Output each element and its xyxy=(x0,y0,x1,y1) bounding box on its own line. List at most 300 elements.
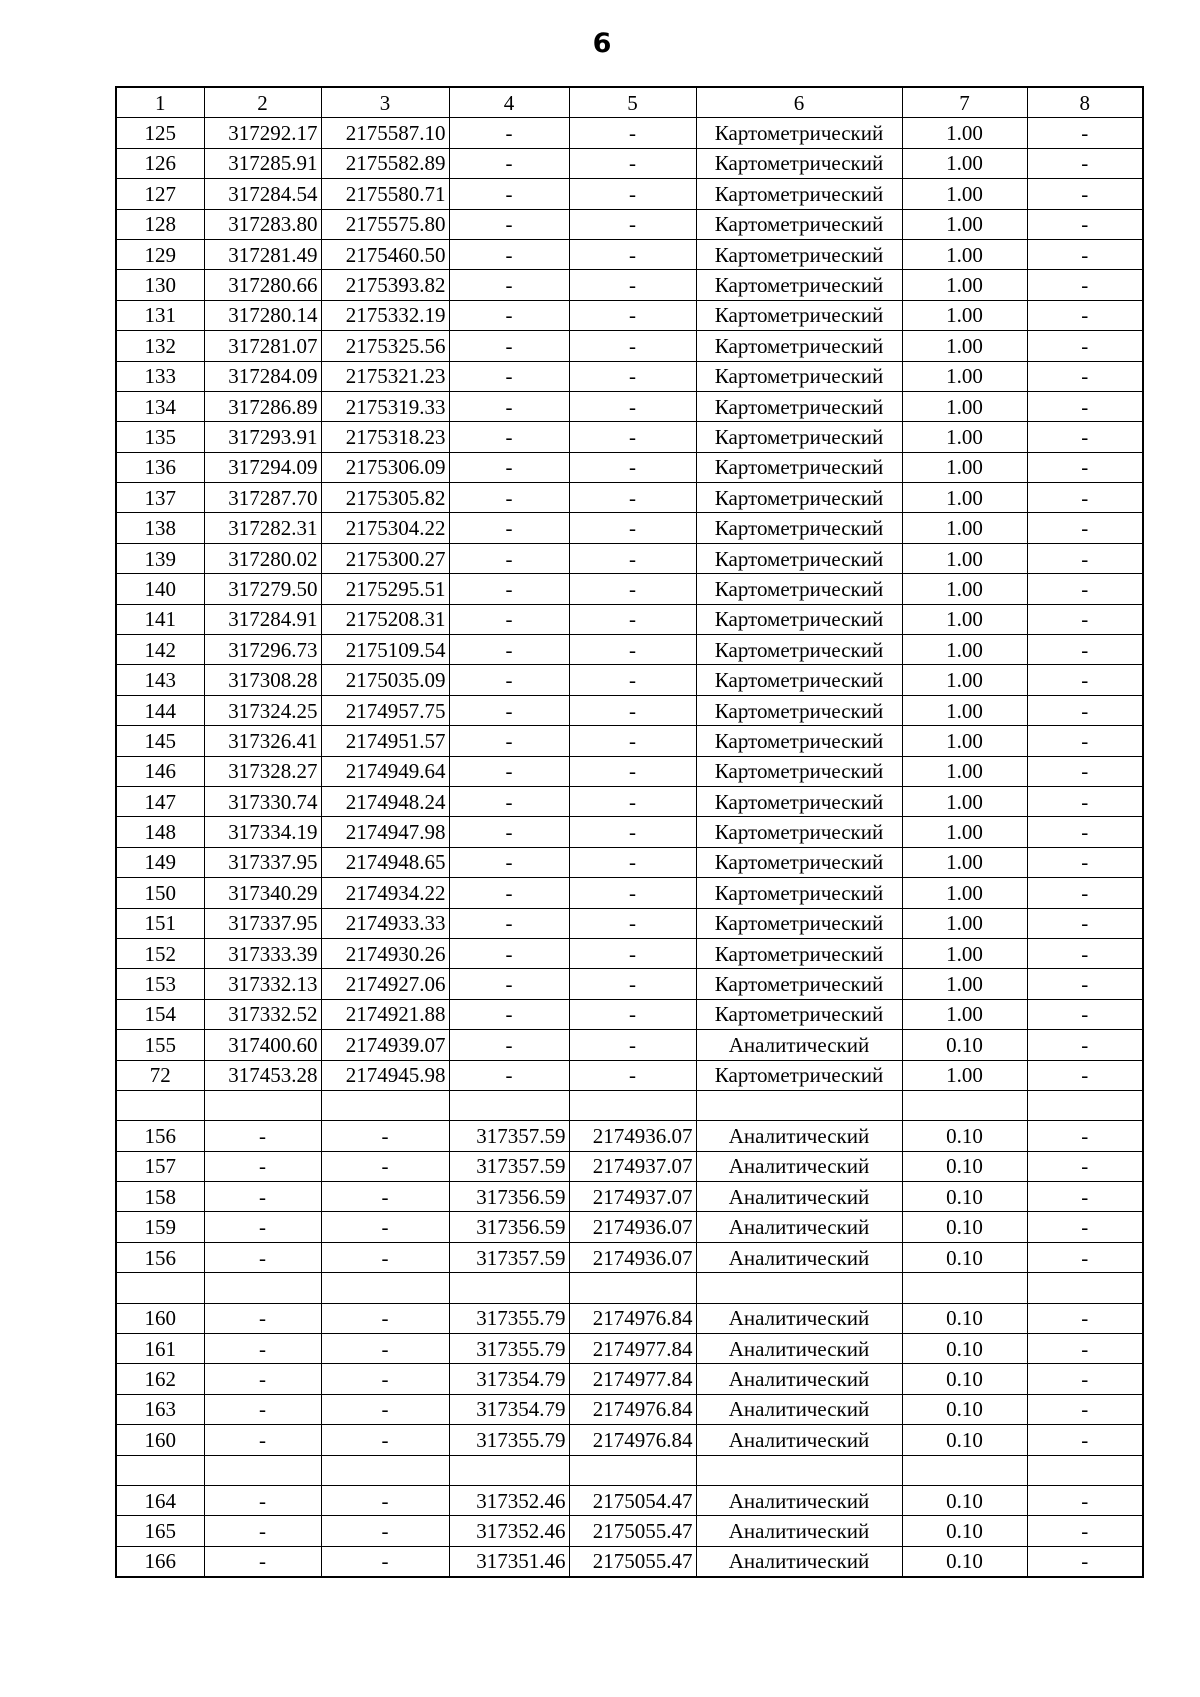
method-cell: Картометрический xyxy=(696,148,902,178)
point-number-cell: 133 xyxy=(116,361,204,391)
point-number-cell: 136 xyxy=(116,452,204,482)
x-coordinate-new-cell: 317356.59 xyxy=(449,1212,569,1242)
x-coordinate-cell: 317330.74 xyxy=(204,786,321,816)
y-coordinate-cell: 2174951.57 xyxy=(321,726,449,756)
y-coordinate-new-cell: 2174977.84 xyxy=(569,1334,696,1364)
x-coordinate-cell: 317284.91 xyxy=(204,604,321,634)
point-number-cell: 161 xyxy=(116,1334,204,1364)
y-coordinate-new-cell: - xyxy=(569,574,696,604)
method-cell: Картометрический xyxy=(696,361,902,391)
y-coordinate-new-cell: - xyxy=(569,361,696,391)
note-cell: - xyxy=(1027,239,1143,269)
point-number-cell: 152 xyxy=(116,938,204,968)
table-row xyxy=(116,300,1143,330)
y-coordinate-cell: - xyxy=(321,1546,449,1577)
table-row xyxy=(116,1303,1143,1333)
x-coordinate-new-cell: 317355.79 xyxy=(449,1334,569,1364)
method-cell: Аналитический xyxy=(696,1364,902,1394)
point-number-cell: 164 xyxy=(116,1485,204,1515)
x-coordinate-new-cell: - xyxy=(449,969,569,999)
table-row xyxy=(116,361,1143,391)
note-cell: - xyxy=(1027,422,1143,452)
column-header-2: 2 xyxy=(204,87,321,118)
y-coordinate-new-cell: - xyxy=(569,1060,696,1090)
column-header-1: 1 xyxy=(116,87,204,118)
column-header-8: 8 xyxy=(1027,87,1143,118)
y-coordinate-cell: 2175587.10 xyxy=(321,118,449,148)
y-coordinate-cell: 2175295.51 xyxy=(321,574,449,604)
accuracy-cell: 1.00 xyxy=(902,148,1027,178)
table-row xyxy=(116,1516,1143,1546)
note-cell: - xyxy=(1027,270,1143,300)
note-cell: - xyxy=(1027,847,1143,877)
x-coordinate-cell: - xyxy=(204,1516,321,1546)
column-header-4: 4 xyxy=(449,87,569,118)
x-coordinate-new-cell: - xyxy=(449,209,569,239)
note-cell: - xyxy=(1027,665,1143,695)
note-cell: - xyxy=(1027,1394,1143,1424)
empty-cell xyxy=(696,1455,902,1485)
note-cell: - xyxy=(1027,786,1143,816)
empty-cell xyxy=(569,1455,696,1485)
x-coordinate-cell: - xyxy=(204,1334,321,1364)
note-cell: - xyxy=(1027,908,1143,938)
y-coordinate-new-cell: - xyxy=(569,786,696,816)
x-coordinate-cell: 317283.80 xyxy=(204,209,321,239)
method-cell: Картометрический xyxy=(696,331,902,361)
y-coordinate-new-cell: - xyxy=(569,1030,696,1060)
x-coordinate-cell: 317292.17 xyxy=(204,118,321,148)
x-coordinate-cell: 317284.54 xyxy=(204,179,321,209)
note-cell: - xyxy=(1027,391,1143,421)
note-cell: - xyxy=(1027,878,1143,908)
point-number-cell: 131 xyxy=(116,300,204,330)
table-row xyxy=(116,513,1143,543)
y-coordinate-new-cell: - xyxy=(569,452,696,482)
note-cell: - xyxy=(1027,543,1143,573)
y-coordinate-new-cell: - xyxy=(569,118,696,148)
table-row xyxy=(116,1394,1143,1424)
x-coordinate-cell: 317281.07 xyxy=(204,331,321,361)
point-number-cell: 127 xyxy=(116,179,204,209)
x-coordinate-new-cell: 317355.79 xyxy=(449,1303,569,1333)
point-number-cell: 147 xyxy=(116,786,204,816)
x-coordinate-new-cell: - xyxy=(449,118,569,148)
method-cell: Картометрический xyxy=(696,847,902,877)
table-row xyxy=(116,1334,1143,1364)
y-coordinate-cell: 2175582.89 xyxy=(321,148,449,178)
x-coordinate-new-cell: - xyxy=(449,938,569,968)
point-number-cell: 144 xyxy=(116,695,204,725)
x-coordinate-new-cell: 317357.59 xyxy=(449,1151,569,1181)
method-cell: Картометрический xyxy=(696,726,902,756)
x-coordinate-cell: 317332.13 xyxy=(204,969,321,999)
x-coordinate-new-cell: - xyxy=(449,635,569,665)
point-number-cell: 153 xyxy=(116,969,204,999)
method-cell: Аналитический xyxy=(696,1182,902,1212)
x-coordinate-cell: 317293.91 xyxy=(204,422,321,452)
x-coordinate-new-cell: 317352.46 xyxy=(449,1516,569,1546)
note-cell: - xyxy=(1027,756,1143,786)
x-coordinate-new-cell: - xyxy=(449,391,569,421)
x-coordinate-cell: 317337.95 xyxy=(204,847,321,877)
x-coordinate-cell: - xyxy=(204,1121,321,1151)
note-cell: - xyxy=(1027,1425,1143,1455)
x-coordinate-cell: - xyxy=(204,1394,321,1424)
x-coordinate-new-cell: - xyxy=(449,483,569,513)
note-cell: - xyxy=(1027,1030,1143,1060)
point-number-cell: 163 xyxy=(116,1394,204,1424)
point-number-cell: 130 xyxy=(116,270,204,300)
x-coordinate-cell: - xyxy=(204,1303,321,1333)
accuracy-cell: 1.00 xyxy=(902,604,1027,634)
accuracy-cell: 1.00 xyxy=(902,483,1027,513)
accuracy-cell: 1.00 xyxy=(902,665,1027,695)
method-cell: Картометрический xyxy=(696,756,902,786)
accuracy-cell: 1.00 xyxy=(902,878,1027,908)
accuracy-cell: 1.00 xyxy=(902,422,1027,452)
table-row xyxy=(116,1546,1143,1577)
point-number-cell: 137 xyxy=(116,483,204,513)
x-coordinate-cell: 317337.95 xyxy=(204,908,321,938)
table-row xyxy=(116,1151,1143,1181)
y-coordinate-cell: - xyxy=(321,1516,449,1546)
table-row xyxy=(116,1242,1143,1272)
accuracy-cell: 0.10 xyxy=(902,1516,1027,1546)
method-cell: Картометрический xyxy=(696,513,902,543)
note-cell: - xyxy=(1027,969,1143,999)
method-cell: Картометрический xyxy=(696,999,902,1029)
point-number-cell: 154 xyxy=(116,999,204,1029)
accuracy-cell: 1.00 xyxy=(902,513,1027,543)
method-cell: Картометрический xyxy=(696,635,902,665)
y-coordinate-new-cell: 2174936.07 xyxy=(569,1212,696,1242)
y-coordinate-cell: - xyxy=(321,1364,449,1394)
y-coordinate-new-cell: - xyxy=(569,209,696,239)
table-row xyxy=(116,1121,1143,1151)
x-coordinate-cell: - xyxy=(204,1485,321,1515)
y-coordinate-new-cell: - xyxy=(569,513,696,543)
empty-cell xyxy=(569,1273,696,1303)
x-coordinate-new-cell: - xyxy=(449,179,569,209)
table-row xyxy=(116,1425,1143,1455)
accuracy-cell: 1.00 xyxy=(902,239,1027,269)
note-cell: - xyxy=(1027,300,1143,330)
separator-row xyxy=(116,1455,1143,1485)
x-coordinate-new-cell: - xyxy=(449,1030,569,1060)
x-coordinate-cell: 317280.14 xyxy=(204,300,321,330)
note-cell: - xyxy=(1027,695,1143,725)
accuracy-cell: 1.00 xyxy=(902,452,1027,482)
y-coordinate-new-cell: 2175055.47 xyxy=(569,1516,696,1546)
coordinates-table xyxy=(115,86,1144,1578)
x-coordinate-new-cell: - xyxy=(449,239,569,269)
method-cell: Аналитический xyxy=(696,1121,902,1151)
y-coordinate-cell: 2174933.33 xyxy=(321,908,449,938)
note-cell: - xyxy=(1027,209,1143,239)
table-row xyxy=(116,847,1143,877)
method-cell: Картометрический xyxy=(696,574,902,604)
note-cell: - xyxy=(1027,1516,1143,1546)
y-coordinate-cell: 2174939.07 xyxy=(321,1030,449,1060)
accuracy-cell: 1.00 xyxy=(902,938,1027,968)
note-cell: - xyxy=(1027,574,1143,604)
table-row xyxy=(116,148,1143,178)
x-coordinate-cell: 317285.91 xyxy=(204,148,321,178)
x-coordinate-new-cell: 317352.46 xyxy=(449,1485,569,1515)
note-cell: - xyxy=(1027,1242,1143,1272)
x-coordinate-new-cell: - xyxy=(449,452,569,482)
point-number-cell: 146 xyxy=(116,756,204,786)
x-coordinate-new-cell: 317354.79 xyxy=(449,1394,569,1424)
empty-cell xyxy=(204,1090,321,1120)
x-coordinate-cell: 317334.19 xyxy=(204,817,321,847)
point-number-cell: 156 xyxy=(116,1121,204,1151)
y-coordinate-new-cell: 2174937.07 xyxy=(569,1182,696,1212)
note-cell: - xyxy=(1027,938,1143,968)
y-coordinate-new-cell: 2174976.84 xyxy=(569,1394,696,1424)
method-cell: Аналитический xyxy=(696,1546,902,1577)
note-cell: - xyxy=(1027,1212,1143,1242)
method-cell: Аналитический xyxy=(696,1334,902,1364)
empty-cell xyxy=(449,1090,569,1120)
accuracy-cell: 0.10 xyxy=(902,1151,1027,1181)
column-header-5: 5 xyxy=(569,87,696,118)
note-cell: - xyxy=(1027,1121,1143,1151)
note-cell: - xyxy=(1027,452,1143,482)
y-coordinate-new-cell: - xyxy=(569,695,696,725)
x-coordinate-new-cell: - xyxy=(449,847,569,877)
empty-cell xyxy=(204,1273,321,1303)
accuracy-cell: 1.00 xyxy=(902,331,1027,361)
y-coordinate-cell: 2175208.31 xyxy=(321,604,449,634)
method-cell: Картометрический xyxy=(696,452,902,482)
empty-cell xyxy=(449,1273,569,1303)
note-cell: - xyxy=(1027,604,1143,634)
x-coordinate-new-cell: - xyxy=(449,817,569,847)
x-coordinate-new-cell: 317351.46 xyxy=(449,1546,569,1577)
point-number-cell: 138 xyxy=(116,513,204,543)
method-cell: Аналитический xyxy=(696,1485,902,1515)
x-coordinate-new-cell: - xyxy=(449,543,569,573)
point-number-cell: 150 xyxy=(116,878,204,908)
table-row xyxy=(116,209,1143,239)
note-cell: - xyxy=(1027,1151,1143,1181)
y-coordinate-cell: - xyxy=(321,1394,449,1424)
accuracy-cell: 0.10 xyxy=(902,1121,1027,1151)
header-row xyxy=(116,87,1143,118)
x-coordinate-cell: 317332.52 xyxy=(204,999,321,1029)
x-coordinate-new-cell: - xyxy=(449,300,569,330)
y-coordinate-new-cell: - xyxy=(569,635,696,665)
accuracy-cell: 1.00 xyxy=(902,543,1027,573)
table-row xyxy=(116,604,1143,634)
x-coordinate-cell: - xyxy=(204,1364,321,1394)
method-cell: Картометрический xyxy=(696,938,902,968)
x-coordinate-new-cell: 317356.59 xyxy=(449,1182,569,1212)
y-coordinate-new-cell: - xyxy=(569,331,696,361)
x-coordinate-new-cell: - xyxy=(449,665,569,695)
y-coordinate-cell: - xyxy=(321,1151,449,1181)
accuracy-cell: 1.00 xyxy=(902,847,1027,877)
point-number-cell: 148 xyxy=(116,817,204,847)
point-number-cell: 143 xyxy=(116,665,204,695)
note-cell: - xyxy=(1027,148,1143,178)
empty-cell xyxy=(204,1455,321,1485)
y-coordinate-new-cell: 2174937.07 xyxy=(569,1151,696,1181)
empty-cell xyxy=(1027,1455,1143,1485)
note-cell: - xyxy=(1027,635,1143,665)
table-row xyxy=(116,331,1143,361)
y-coordinate-new-cell: 2174936.07 xyxy=(569,1121,696,1151)
y-coordinate-cell: - xyxy=(321,1303,449,1333)
point-number-cell: 134 xyxy=(116,391,204,421)
point-number-cell: 140 xyxy=(116,574,204,604)
y-coordinate-cell: 2175318.23 xyxy=(321,422,449,452)
accuracy-cell: 0.10 xyxy=(902,1364,1027,1394)
y-coordinate-cell: 2175393.82 xyxy=(321,270,449,300)
empty-cell xyxy=(321,1273,449,1303)
y-coordinate-cell: - xyxy=(321,1212,449,1242)
x-coordinate-cell: 317324.25 xyxy=(204,695,321,725)
table-row xyxy=(116,179,1143,209)
y-coordinate-new-cell: - xyxy=(569,938,696,968)
y-coordinate-new-cell: - xyxy=(569,543,696,573)
table-row xyxy=(116,1485,1143,1515)
table-row xyxy=(116,726,1143,756)
note-cell: - xyxy=(1027,513,1143,543)
separator-row xyxy=(116,1090,1143,1120)
y-coordinate-cell: 2175332.19 xyxy=(321,300,449,330)
x-coordinate-cell: - xyxy=(204,1425,321,1455)
point-number-cell: 155 xyxy=(116,1030,204,1060)
x-coordinate-new-cell: - xyxy=(449,756,569,786)
y-coordinate-new-cell: - xyxy=(569,422,696,452)
y-coordinate-cell: - xyxy=(321,1242,449,1272)
y-coordinate-new-cell: 2174976.84 xyxy=(569,1303,696,1333)
x-coordinate-new-cell: - xyxy=(449,331,569,361)
table-row xyxy=(116,239,1143,269)
accuracy-cell: 0.10 xyxy=(902,1394,1027,1424)
x-coordinate-cell: 317280.66 xyxy=(204,270,321,300)
column-header-3: 3 xyxy=(321,87,449,118)
y-coordinate-new-cell: 2175055.47 xyxy=(569,1546,696,1577)
method-cell: Аналитический xyxy=(696,1030,902,1060)
point-number-cell: 162 xyxy=(116,1364,204,1394)
accuracy-cell: 0.10 xyxy=(902,1546,1027,1577)
column-header-6: 6 xyxy=(696,87,902,118)
method-cell: Картометрический xyxy=(696,300,902,330)
y-coordinate-cell: 2175575.80 xyxy=(321,209,449,239)
note-cell: - xyxy=(1027,999,1143,1029)
table-row xyxy=(116,452,1143,482)
note-cell: - xyxy=(1027,118,1143,148)
accuracy-cell: 1.00 xyxy=(902,756,1027,786)
y-coordinate-cell: - xyxy=(321,1485,449,1515)
empty-cell xyxy=(902,1090,1027,1120)
accuracy-cell: 1.00 xyxy=(902,817,1027,847)
y-coordinate-cell: 2175305.82 xyxy=(321,483,449,513)
table-row xyxy=(116,756,1143,786)
y-coordinate-cell: - xyxy=(321,1334,449,1364)
accuracy-cell: 0.10 xyxy=(902,1030,1027,1060)
point-number-cell: 165 xyxy=(116,1516,204,1546)
x-coordinate-new-cell: - xyxy=(449,878,569,908)
y-coordinate-cell: 2174948.24 xyxy=(321,786,449,816)
empty-cell xyxy=(902,1273,1027,1303)
x-coordinate-new-cell: - xyxy=(449,574,569,604)
accuracy-cell: 1.00 xyxy=(902,908,1027,938)
accuracy-cell: 0.10 xyxy=(902,1303,1027,1333)
empty-cell xyxy=(1027,1273,1143,1303)
point-number-cell: 142 xyxy=(116,635,204,665)
note-cell: - xyxy=(1027,1334,1143,1364)
y-coordinate-cell: 2175580.71 xyxy=(321,179,449,209)
y-coordinate-new-cell: 2175054.47 xyxy=(569,1485,696,1515)
note-cell: - xyxy=(1027,726,1143,756)
page-number: 6 xyxy=(592,28,612,59)
method-cell: Картометрический xyxy=(696,969,902,999)
method-cell: Картометрический xyxy=(696,1060,902,1090)
point-number-cell: 126 xyxy=(116,148,204,178)
x-coordinate-cell: - xyxy=(204,1212,321,1242)
x-coordinate-new-cell: - xyxy=(449,422,569,452)
table-row xyxy=(116,1212,1143,1242)
point-number-cell: 149 xyxy=(116,847,204,877)
x-coordinate-new-cell: - xyxy=(449,908,569,938)
y-coordinate-cell: 2174934.22 xyxy=(321,878,449,908)
empty-cell xyxy=(696,1273,902,1303)
x-coordinate-cell: 317453.28 xyxy=(204,1060,321,1090)
method-cell: Картометрический xyxy=(696,786,902,816)
method-cell: Картометрический xyxy=(696,239,902,269)
point-number-cell: 159 xyxy=(116,1212,204,1242)
point-number-cell: 128 xyxy=(116,209,204,239)
column-header-7: 7 xyxy=(902,87,1027,118)
table-row xyxy=(116,1030,1143,1060)
table-row xyxy=(116,1060,1143,1090)
accuracy-cell: 1.00 xyxy=(902,361,1027,391)
x-coordinate-new-cell: - xyxy=(449,148,569,178)
x-coordinate-cell: 317281.49 xyxy=(204,239,321,269)
accuracy-cell: 1.00 xyxy=(902,391,1027,421)
point-number-cell: 125 xyxy=(116,118,204,148)
point-number-cell: 156 xyxy=(116,1242,204,1272)
method-cell: Аналитический xyxy=(696,1394,902,1424)
point-number-cell: 158 xyxy=(116,1182,204,1212)
empty-cell xyxy=(902,1455,1027,1485)
point-number-cell: 129 xyxy=(116,239,204,269)
table-row xyxy=(116,635,1143,665)
method-cell: Картометрический xyxy=(696,908,902,938)
method-cell: Аналитический xyxy=(696,1303,902,1333)
point-number-cell: 132 xyxy=(116,331,204,361)
point-number-cell: 160 xyxy=(116,1303,204,1333)
accuracy-cell: 1.00 xyxy=(902,695,1027,725)
point-number-cell: 160 xyxy=(116,1425,204,1455)
x-coordinate-new-cell: - xyxy=(449,361,569,391)
y-coordinate-new-cell: 2174936.07 xyxy=(569,1242,696,1272)
y-coordinate-cell: 2174949.64 xyxy=(321,756,449,786)
accuracy-cell: 0.10 xyxy=(902,1425,1027,1455)
empty-cell xyxy=(116,1273,204,1303)
note-cell: - xyxy=(1027,1182,1143,1212)
note-cell: - xyxy=(1027,1060,1143,1090)
y-coordinate-new-cell: 2174977.84 xyxy=(569,1364,696,1394)
table-row xyxy=(116,391,1143,421)
x-coordinate-new-cell: - xyxy=(449,604,569,634)
y-coordinate-cell: 2174927.06 xyxy=(321,969,449,999)
